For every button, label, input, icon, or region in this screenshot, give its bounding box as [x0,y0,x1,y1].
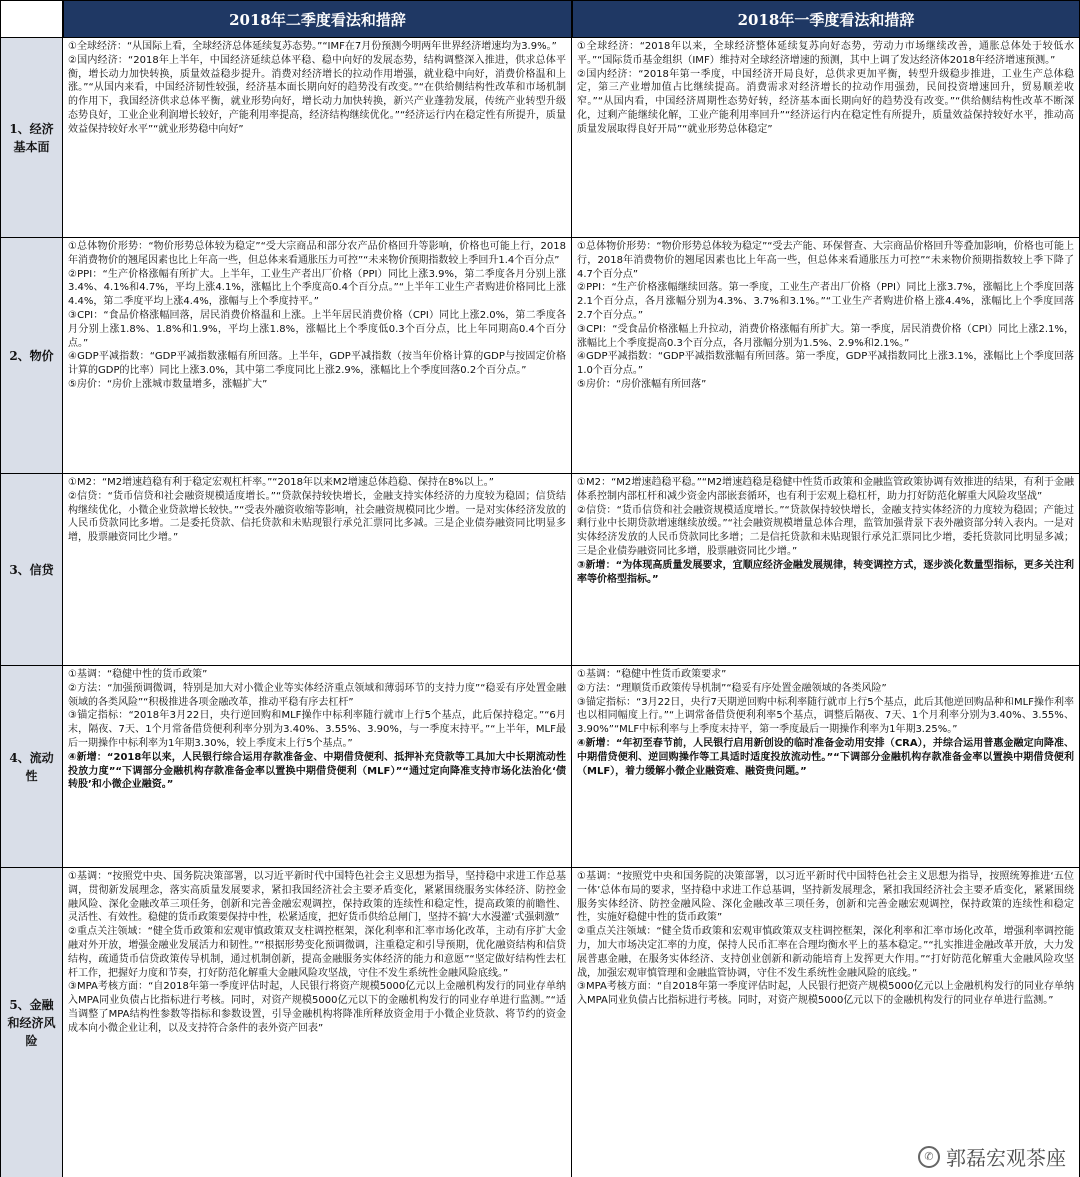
paragraph: ①基调：“按照党中央、国务院决策部署，以习近平新时代中国特色社会主义思想为指导，坚持稳中求进工作总基调，贯彻新发展理念，落实高质量发展要求，紧扣我国经济社会主要矛盾变化，紧紧围绕服务实体经济、防控金融风险、深化金融改革三项任务，创新和完善金融宏观调控，保持政策的连续性和稳定性，提高政策的前瞻性、灵活性、有效性。稳健的货币政策要保持中性，松紧适度，把好货币供给总闸门，坚持不搞‘大水漫灌’式强刺激” [68,871,566,924]
q1-cell [572,666,1080,867]
paragraph: ④新增：“2018年以来，人民银行综合运用存款准备金、中期借贷便利、抵押补充贷款等工具加大中长期流动性投放力度”“下调部分金融机构存款准备金率以置换中期借贷便利（MLF）”“通过定向降准支持市场化法治化‘债转股’和小微企业融资。” [68,751,566,791]
row-label: 1、经济基本面 [0,38,63,237]
paragraph: ②重点关注领域：“健全货币政策和宏观审慎政策双支柱调控框架，深化利率和汇率市场化改革，主动有序扩大金融对外开放，增强金融业发展活力和韧性。”“根据形势变化预调微调，注重稳定和引导预期，优化融资结构和信贷结构，疏通货币信贷政策传导机制，通过机制创新，提高金融服务实体经济的能力和意愿”“坚定做好结构性去杠杆工作，把握好力度和节奏，打好防范化解重大金融风险攻坚战，守住不发生系统性金融风险底线。” [68,926,566,979]
row-label: 3、信贷 [0,474,63,665]
paragraph: ③CPI：“受食品价格涨幅上升拉动，消费价格涨幅有所扩大。第一季度，居民消费价格（CPI）同比上涨2.1%，涨幅比上个季度提高0.3个百分点，各月涨幅分别为1.5%、2.9%和2.1%。” [577,323,1074,349]
paragraph: ②信贷：“货币信贷和社会融资规模适度增长。”“贷款保持较快增长，金融支持实体经济的力度较为稳固；产能过剩行业中长期贷款增速继续放缓。”“社会融资规模增量总体合理，监管加强背景下表外融资部分转入表内。一是对实体经济发放的人民币贷款同比多增；二是信托贷款和未贴现银行承兑汇票同比少增，委托贷款同比明显多减；三是企业债券融资同比多增，股票融资同比少增。” [577,504,1074,557]
paragraph: ⑤房价：“房价涨幅有所回落” [577,378,707,390]
paragraph: ②方法：“理顺货币政策传导机制”“稳妥有序处置金融领域的各类风险” [577,682,887,694]
paragraph: ③锚定指标：“3月22日，央行7天期逆回购中标利率随行就市上行5个基点，此后其他逆回购品种和MLF操作利率也以相同幅度上行。”“上调常备借贷便利利率5个基点，调整后隔夜、7天、1个月利率分别为3.40%、3.55%、3.90%”“MLF中标利率与上季度末持平，第一季度最后一期操作利率为1年期3.25%。” [577,696,1074,736]
paragraph: ②重点关注领域：“健全货币政策和宏观审慎政策双支柱调控框架，深化利率和汇率市场化改革，增强利率调控能力，加大市场决定汇率的力度，保持人民币汇率在合理均衡水平上的基本稳定。”“扎实推进金融改革开放，大力发展普惠金融，在服务实体经济、支持创业创新和新动能培育上发挥更大作用。”“打好防范化解重大金融风险攻坚战，加强宏观审慎管理和金融监管协调，守住不发生系统性金融风险的底线。” [577,926,1074,979]
q2-cell [63,238,572,473]
header-q2: 2018年二季度看法和措辞 [63,0,572,38]
paragraph: ①基调：“按照党中央和国务院的决策部署，以习近平新时代中国特色社会主义思想为指导，按照统筹推进‘五位一体’总体布局的要求，坚持稳中求进工作总基调，坚持新发展理念，紧扣我国经济社会主要矛盾变化，紧紧围绕服务实体经济、防控金融风险、深化金融改革三项任务，创新和完善金融宏观调控，保持政策的连续性和稳定性，实施好稳健中性的货币政策” [577,871,1074,924]
paragraph: ③锚定指标：“2018年3月22日，央行逆回购和MLF操作中标利率随行就市上行5个基点，此后保持稳定。”“6月末，隔夜、7天、1个月常备借贷便利利率分别为3.40%、3.55%、3.90%，与一季度末持平。”“上半年，MLF最后一期操作中标利率为1年期3.30%，较上季度末上行5个基点。” [68,710,566,749]
paragraph: ③CPI：“食品价格涨幅回落，居民消费价格温和上涨。上半年居民消费价格（CPI）同比上涨2.0%，第二季度各月分别上涨1.8%、1.8%和1.9%，平均上涨1.8%，涨幅比上个季度低0.3个百分点，比上年同期高0.4个百分点。” [68,309,566,349]
q1-cell [572,868,1080,1177]
row-credit [0,474,1080,666]
paragraph: ①基调：“稳健中性货币政策要求” [577,669,727,680]
wechat-icon: ✆ [918,1146,940,1168]
q1-cell [572,238,1080,473]
paragraph: ②PPI：“生产价格涨幅继续回落。第一季度，工业生产者出厂价格（PPI）同比上涨3.7%，涨幅比上个季度回落2.1个百分点，各月涨幅分别为4.3%、3.7%和3.1%。”“工业生产者购进价格上涨4.4%，涨幅比上个季度回落2.7个百分点。” [577,282,1074,321]
watermark-text: 郭磊宏观茶座 [946,1146,1066,1170]
paragraph: ④新增：“年初至春节前，人民银行启用新创设的临时准备金动用安排（CRA），并综合运用普惠金融定向降准、中期借贷便利、逆回购操作等工具适时适度投放流动性。”“下调部分金融机构存款准备金率以置换中期借贷便利（MLF），着力缓解小微企业融资难、融资贵问题。” [577,737,1074,777]
row-label: 4、流动性 [0,666,63,867]
paragraph: ①总体物价形势：“物价形势总体较为稳定”“受大宗商品和部分农产品价格回升等影响，价格也可能上行，2018年消费物价的翘尾因素也比上年高一些，但总体来看通胀压力可控”“未来物价预期指数较上季回升1.4个百分点” [68,241,566,266]
paragraph: ②方法：“加强预调微调，特别是加大对小微企业等实体经济重点领域和薄弱环节的支持力度”“稳妥有序处置金融领域的各类风险”“积极推进各项金融改革，推动平稳有序去杠杆” [68,682,566,708]
header-q1: 2018年一季度看法和措辞 [572,0,1080,38]
paragraph: ⑤房价：“房价上涨城市数量增多，涨幅扩大” [68,378,268,390]
paragraph: ①基调：“稳健中性的货币政策” [68,669,208,680]
q2-cell [63,474,572,665]
paragraph: ③MPA考核方面：“自2018年第一季度评估时起，人民银行把资产规模5000亿元以上金融机构发行的同业存单纳入MPA同业负债占比指标进行考核。同时，对资产规模5000亿元以下的金融机构发行的同业存单进行监测。” [577,981,1074,1007]
paragraph: ④GDP平减指数：“GDP平减指数涨幅有所回落。第一季度，GDP平减指数同比上涨3.1%，涨幅比上个季度回落1.0个百分点。” [577,351,1074,377]
paragraph: ②PPI：“生产价格涨幅有所扩大。上半年，工业生产者出厂价格（PPI）同比上涨3.9%，第二季度各月分别上涨3.4%、4.1%和4.7%，平均上涨4.1%，涨幅比上个季度高0.4个百分点。”“上半年工业生产者购进价格同比上涨4.4%，第二季度平均上涨4.4%，涨幅与上个季度持平。” [68,268,566,308]
row-label: 5、金融和经济风险 [0,868,63,1177]
paragraph: ②信贷：“货币信贷和社会融资规模适度增长。”“贷款保持较快增长，金融支持实体经济的力度较为稳固；信贷结构继续优化，小微企业贷款增长较快。”“受表外融资收缩等影响，社会融资规模同比少增。一是对实体经济发放的人民币贷款同比多增。二是委托贷款、信托贷款和未贴现银行承兑汇票同比多减。三是企业债券融资同比明显多增，股票融资同比少增。” [68,490,566,544]
row-risk [0,868,1080,1177]
paragraph: ②国内经济：“2018年上半年，中国经济延续总体平稳、稳中向好的发展态势，结构调整深入推进，供求总体平衡，增长动力加快转换，质量效益稳步提升。消费对经济增长的拉动作用增强，就业稳中向好，消费价格温和上涨。”“从国内来看，中国经济韧性较强，经济基本面长期向好的趋势没有改变。”“在供给侧结构性改革和市场机制的作用下，我国经济供求总体平衡，就业形势向好，增长动力加快转换，新兴产业蓬勃发展，传统产业转型升级态势良好，工业企业利润增长较好，产能利用率提高，经济结构继续优化。”“经济运行内在稳定性有所提升，质量效益保持较好水平”“就业形势稳中向好” [68,54,566,135]
paragraph: ①总体物价形势：“物价形势总体较为稳定”“受去产能、环保督查、大宗商品价格回升等叠加影响，价格也可能上行，2018年消费物价的翘尾因素也比上年高一些，但总体来看通胀压力可控”“未来物价预期指数较上季下降了4.7个百分点” [577,241,1074,280]
row-label: 2、物价 [0,238,63,473]
row-economy [0,38,1080,238]
paragraph: ①全球经济：“2018年以来，全球经济整体延续复苏向好态势，劳动力市场继续改善，通胀总体处于较低水平。”“国际货币基金组织（IMF）维持对全球经济增速的预测，其中上调了发达经济体2018年经济增速预测。” [577,41,1074,66]
header-blank-cell [0,0,63,38]
paragraph: ①M2：“M2增速趋稳有利于稳定宏观杠杆率。”“2018年以来M2增速总体趋稳、保持在8%以上。” [68,477,494,488]
row-prices [0,238,1080,474]
q1-cell [572,474,1080,665]
row-liquidity [0,666,1080,868]
paragraph: ③MPA考核方面：“自2018年第一季度评估时起，人民银行将资产规模5000亿元以上金融机构发行的同业存单纳入MPA同业负债占比指标进行考核。同时，对资产规模5000亿元以下的金融机构发行的同业存单进行监测。”“适当调整了MPA结构性参数等指标和参数设置，引导金融机构将降准所释放资金用于小微企业贷款、将节约的资金成本向小微企业让利，以及支持符合条件的表外资产回表” [68,981,566,1034]
watermark [914,1142,1070,1171]
q2-cell [63,868,572,1177]
q2-cell [63,666,572,867]
paragraph: ②国内经济：“2018年第一季度，中国经济开局良好，总供求更加平衡，转型升级稳步推进，工业生产总体稳定，第三产业增加值占比继续提高。消费需求对经济增长的拉动作用强劲，民间投资增速回升，贸易顺差收窄。”“从国内看，中国经济周期性态势好转，经济基本面长期向好的趋势没有改变。”“供给侧结构性改革不断深化，过剩产能继续化解，工业产能利用率回升”“经济运行内在稳定性有所提升，质量效益保持较好水平，推动高质量发展取得良好开局”“就业形势总体稳定” [577,68,1074,135]
paragraph: ①全球经济：“从国际上看，全球经济总体延续复苏态势。”“IMF在7月份预测今明两年世界经济增速均为3.9%。” [68,41,557,52]
q2-cell [63,38,572,237]
paragraph: ④GDP平减指数：“GDP平减指数涨幅有所回落。上半年，GDP平减指数（按当年价格计算的GDP与按固定价格计算的GDP的比率）同比上涨3.0%，其中第二季度同比上涨2.9%，涨幅比上个季度回落0.2个百分点。” [68,351,566,377]
paragraph: ③新增：“为体现高质量发展要求，宜顺应经济金融发展规律，转变调控方式，逐步淡化数量型指标，更多关注利率等价格型指标。” [577,559,1074,585]
q1-cell [572,38,1080,237]
paragraph: ①M2：“M2增速趋稳平稳。”“M2增速趋稳是稳健中性货币政策和金融监管政策协调有效推进的结果，有利于金融体系控制内部杠杆和减少资金内部嵌套循环，也有利于宏观上稳杠杆，助力打好防范化解重大风险攻坚战” [577,477,1074,502]
